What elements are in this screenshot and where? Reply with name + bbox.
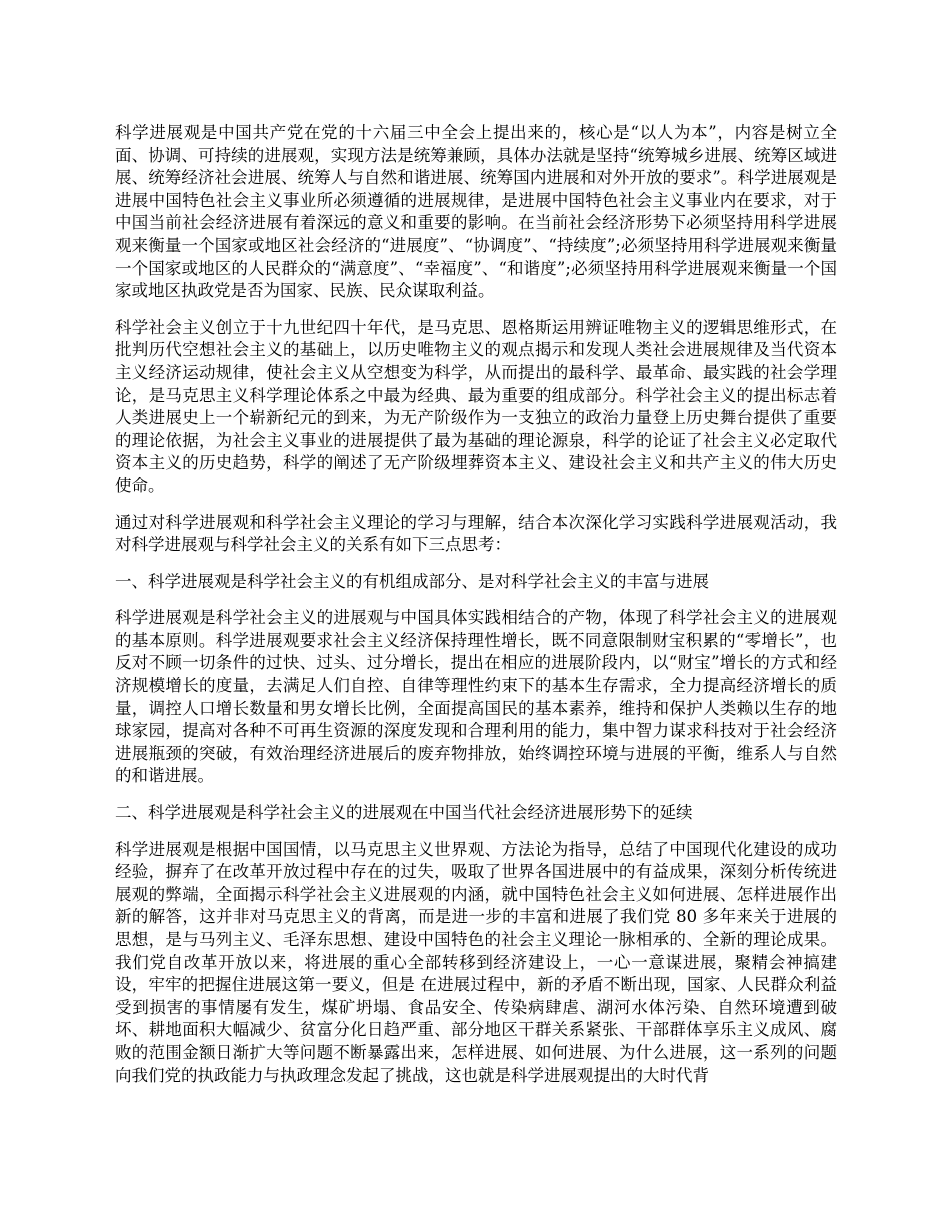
paragraph-section-one-body: 科学进展观是科学社会主义的进展观与中国具体实践相结合的产物，体现了科学社会主义的进展观的基本原则。科学进展观要求社会主义经济保持理性增长，既不同意限制财宝积累的“零增长”，也反对不顾一切条件的过快、过头、过分增长，提出在相应的进展阶段内，以“财宝”增长的方式和经济规模增长的度量，去满足人们自控、自律等理性约束下的基本生存需求，全力提高经济增长的质量，调控人口增长数量和男女增长比例，全面提高国民的基本素养，维持和保护人类赖以生存的地球家园，提高对各种不可再生资源的深度发现和合理利用的能力，集中智力谋求科技对于社会经济进展瓶颈的突破，有效治理经济进展后的废弃物排放，始终调控环境与进展的平衡，维系人与自然的和谐进展。 [115, 608, 837, 786]
section-heading-two: 二、科学进展观是科学社会主义的进展观在中国当代社会经济进展形势下的延续 [115, 803, 693, 823]
paragraph-intro-scientific-outlook: 科学进展观是中国共产党在党的十六届三中全会上提出来的，核心是“以人为本”，内容是树立全面、协调、可持续的进展观，实现方法是统筹兼顾，具体办法就是坚持“统筹城乡进展、统筹区域进展、统筹经济社会进展、统筹人与自然和谐进展、统筹国内进展和对外开放的要求”。科学进展观是进展中国特色社会主义事业所必须遵循的进展规律，是进展中国特色社会主义事业内在要求，对于中国当前社会经济进展有着深远的意义和重要的影响。在当前社会经济形势下必须坚持用科学进展观来衡量一个国家或地区社会经济的“进展度”、“协调度”、“持续度”;必须坚持用科学进展观来衡量一个国家或地区的人民群众的“满意度”、“幸福度”、“和谐度”;必须坚持用科学进展观来衡量一个国家或地区执政党是否为国家、民族、民众谋取利益。 [115, 123, 837, 301]
paragraph-scientific-socialism: 科学社会主义创立于十九世纪四十年代，是马克思、恩格斯运用辨证唯物主义的逻辑思维形式，在批判历代空想社会主义的基础上，以历史唯物主义的观点揭示和发现人类社会进展规律及当代资本主义经济运动规律，使社会主义从空想变为科学，从而提出的最科学、最革命、最实践的社会学理论，是马克思主义科学理论体系之中最为经典、最为重要的组成部分。科学社会主义的提出标志着人类进展史上一个崭新纪元的到来，为无产阶级作为一支独立的政治力量登上历史舞台提供了重要的理论依据，为社会主义事业的进展提供了最为基础的理论源泉，科学的论证了社会主义必定取代资本主义的历史趋势，科学的阐述了无产阶级埋葬资本主义、建设社会主义和共产主义的伟大历史使命。 [115, 317, 837, 495]
paragraph-reflection-intro: 通过对科学进展观和科学社会主义理论的学习与理解，结合本次深化学习实践科学进展观活动，我对科学进展观与科学社会主义的关系有如下三点思考： [115, 512, 837, 555]
document-page [115, 122, 837, 1101]
section-heading-one: 一、科学进展观是科学社会主义的有机组成部分、是对科学社会主义的丰富与进展 [115, 571, 709, 591]
paragraph-section-two-body: 科学进展观是根据中国国情，以马克思主义世界观、方法论为指导，总结了中国现代化建设的成功经验，摒弃了在改革开放过程中存在的过失，吸取了世界各国进展中的有益成果，深刻分析传统进展观的弊端，全面揭示科学社会主义进展观的内涵，就中国特色社会主义如何进展、怎样进展作出新的解答，这并非对马克思主义的背离，而是进一步的丰富和进展了我们党 80 多年来关于进展的思想，是与马列主义、毛泽东思想、建设中国特色的社会主义理论一脉相承的、全新的理论成果。我们党自改革开放以来，将进展的重心全部转移到经济建设上，一心一意谋进展，聚精会神搞建设，牢牢的把握住进展这第一要义，但是 在进展过程中，新的矛盾不断出现，国家、人民群众利益受到损害的事情屡有发生，煤矿坍塌、食品安全、传染病肆虐、湖河水体污染、自然环境遭到破坏、耕地面积大幅减少、贫富分化日趋严重、部分地区干群关系紧张、干部群体享乐主义成风、腐败的范围金额日渐扩大等问题不断暴露出来，怎样进展、如何进展、为什么进展，这一系列的问题向我们党的执政能力与执政理念发起了挑战，这也就是科学进展观提出的大时代背 [115, 839, 837, 1085]
